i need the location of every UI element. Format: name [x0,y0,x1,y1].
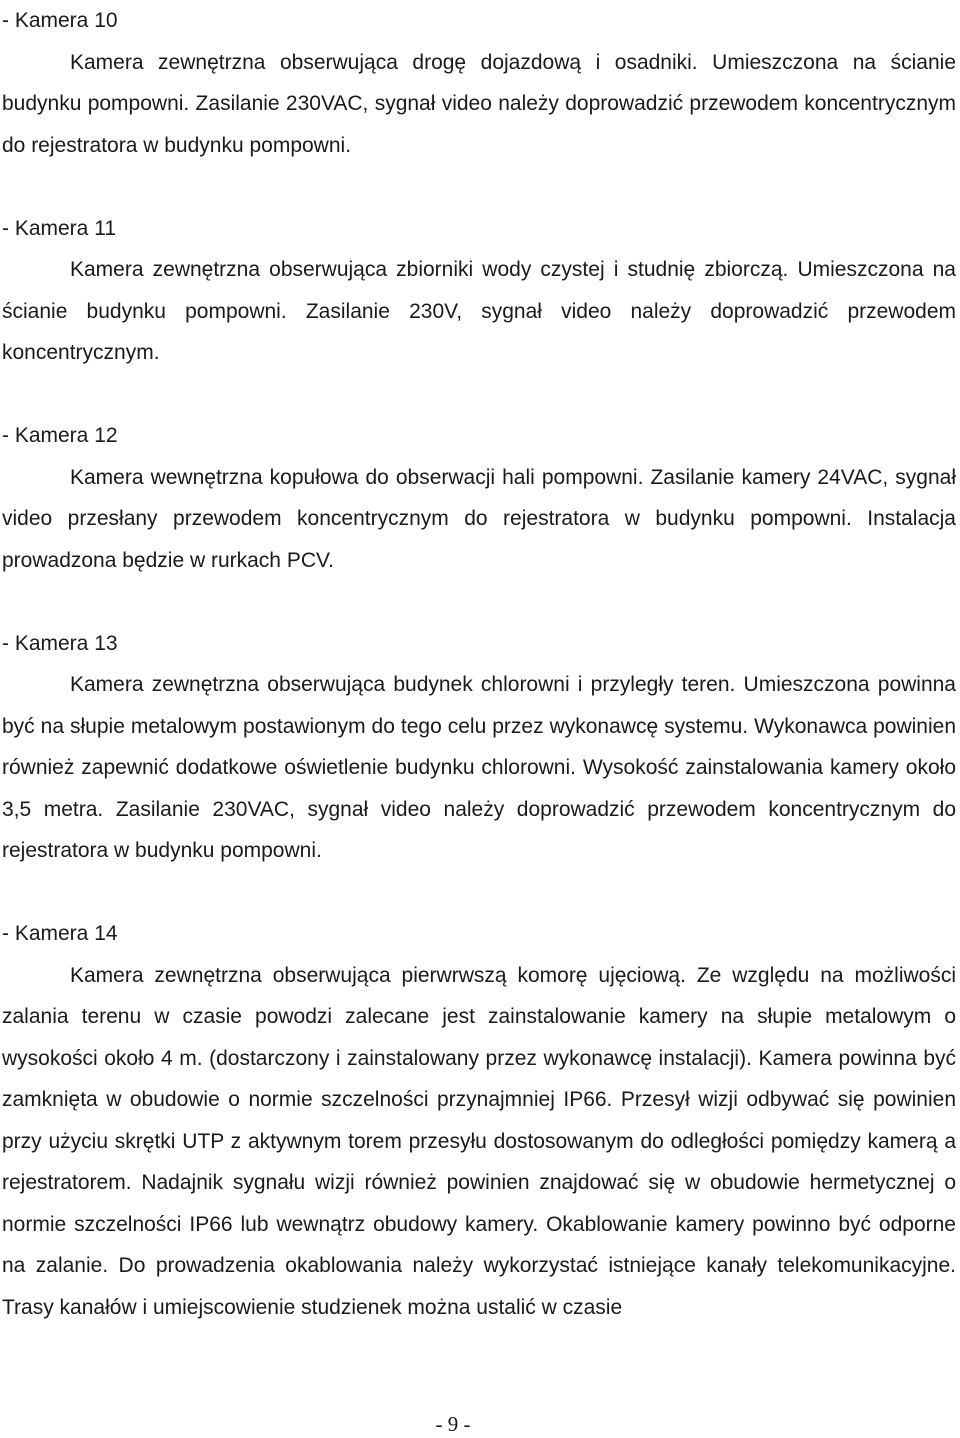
page-number: - 9 - [435,1412,471,1436]
section-paragraph: Kamera zewnętrzna obserwująca budynek chlorowni i przyległy teren. Umieszczona powinna być na słupie metalowym postawionym do tego celu przez wykonawcę systemu. Wykonawca powinien również zapewnić dodatkowe oświetlenie budynku chlorowni. Wysokość zainstalowania kamery około 3,5 metra. Zasilanie 230VAC, sygnał video należy doprowadzić przewodem koncentrycznym do rejestratora w budynku pompowni. [2,673,956,862]
section-kamera-14 [2,913,956,1328]
section-paragraph: Kamera zewnętrzna obserwująca drogę dojazdową i osadniki. Umieszczona na ścianie budynku pompowni. Zasilanie 230VAC, sygnał video należy doprowadzić przewodem koncentrycznym do rejestratora w budynku pompowni. [2,50,956,157]
section-heading: - Kamera 10 [2,9,118,32]
section-spacer [2,374,956,416]
section-paragraph: Kamera zewnętrzna obserwująca zbiorniki wody czystej i studnię zbiorczą. Umieszczona na ścianie budynku pompowni. Zasilanie 230V, sygnał video należy doprowadzić przewodem koncentrycznym. [2,258,956,364]
section-kamera-13 [2,623,956,872]
section-kamera-10 [2,0,956,166]
section-paragraph: Kamera zewnętrzna obserwująca pierwrwszą komorę ujęciową. Ze względu na możliwości zalania terenu w czasie powodzi zalecane jest zainstalowanie kamery na słupie metalowym o wysokości około 4 m. (dostarczony i zainstalowany przez wykonawcę instalacji). Kamera powinna być zamknięta w obudowie o normie szczelności przynajmniej IP66. Przesył wizji odbywać się powinien przy użyciu skrętki UTP z aktywnym torem przesyłu dostosowanym do odległości pomiędzy kamerą a rejestratorem. Nadajnik sygnału wizji również powinien znajdować się w obudowie hermetycznej o normie szczelności IP66 lub wewnątrz obudowy kamery. Okablowanie kamery powinno być odporne na zalanie. Do prowadzenia okablowania należy wykorzystać istniejące kanały telekomunikacyjne. Trasy kanałów i umiejscowienie studzienek można ustalić w czasie [2,963,956,1319]
section-spacer [2,166,956,208]
section-heading: - Kamera 12 [2,424,118,447]
section-heading: - Kamera 13 [2,631,118,655]
section-paragraph: Kamera wewnętrzna kopułowa do obserwacji hali pompowni. Zasilanie kamery 24VAC, sygnał video przesłany przewodem koncentrycznym do rejestratora w budynku pompowni. Instalacja prowadzona będzie w rurkach PCV. [2,465,956,572]
section-heading: - Kamera 11 [2,216,116,240]
section-spacer [2,872,956,914]
section-kamera-11 [2,208,956,374]
section-spacer [2,581,956,623]
section-heading: - Kamera 14 [2,922,118,945]
section-kamera-12 [2,415,956,581]
